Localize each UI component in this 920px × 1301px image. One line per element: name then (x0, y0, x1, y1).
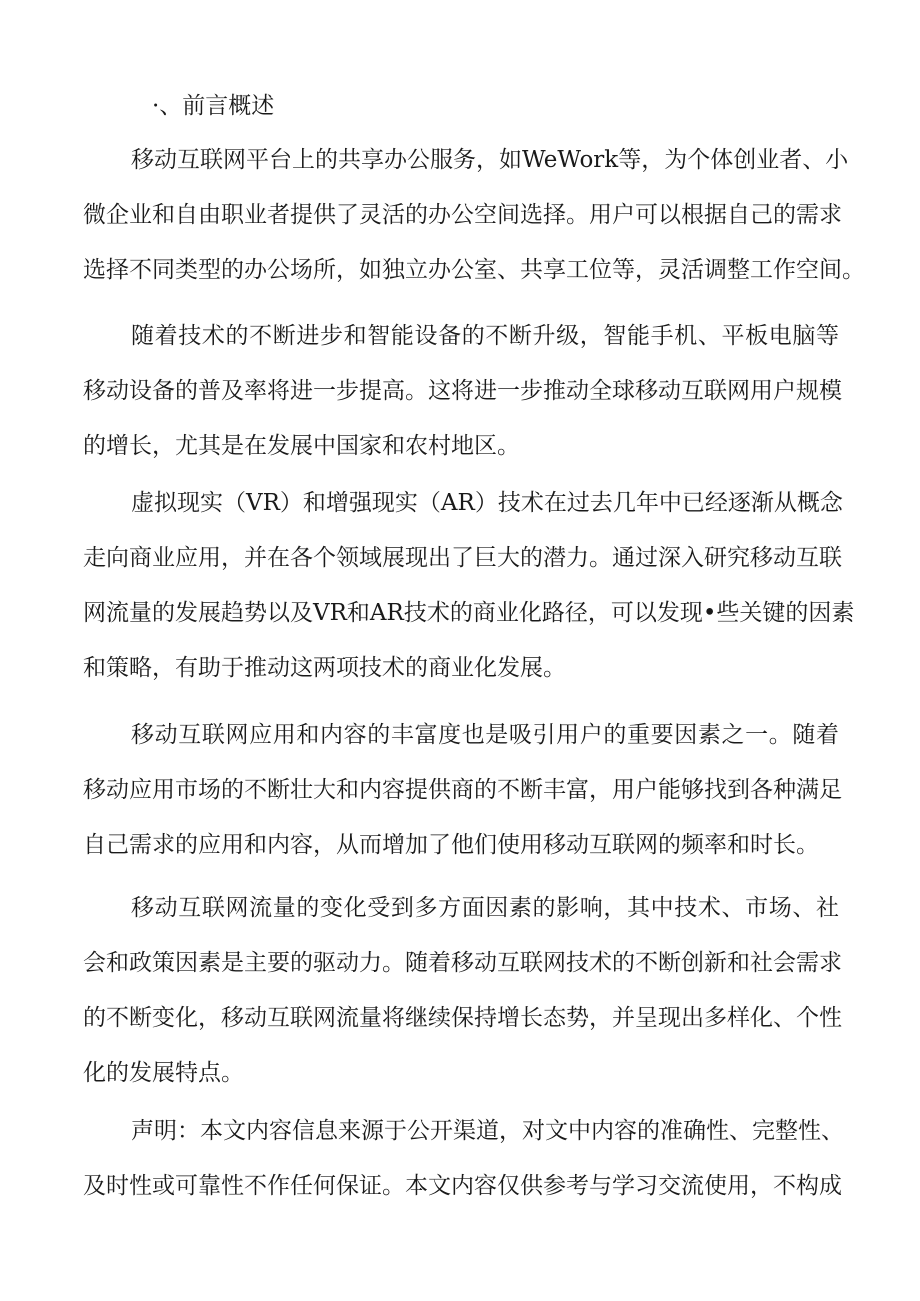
paragraph-line: 的增长，尤其是在发展中国家和农村地区。 (83, 433, 520, 459)
section-heading: ·、前言概述 (152, 93, 275, 119)
paragraph-disclaimer (83, 1104, 844, 1214)
paragraph-line: 虚拟现实（VR）和增强现实（AR）技术在过去几年中已经逐渐从概念 (131, 490, 843, 516)
paragraph-line: 移动互联网应用和内容的丰富度也是吸引用户的重要因素之一。随着 (131, 722, 839, 748)
paragraph-line: 声明：本文内容信息来源于公开渠道，对文中内容的准确性、完整性、 (131, 1118, 844, 1144)
paragraph-line: 选择不同类型的办公场所，如独立办公室、共享工位等，灵活调整工作空间。 (83, 257, 865, 283)
paragraph-content-richness (83, 708, 842, 873)
paragraph-device-adoption (83, 309, 842, 474)
paragraph-line: 化的发展特点。 (83, 1060, 244, 1086)
paragraph-vr-ar (83, 476, 855, 696)
paragraph-line: 随着技术的不断进步和智能设备的不断升级，智能手机、平板电脑等 (131, 323, 839, 349)
paragraph-line: 移动互联网流量的变化受到多方面因素的影响，其中技术、市场、社 (131, 895, 839, 921)
paragraph-line: 会和政策因素是主要的驱动力。随着移动互联网技术的不断创新和社会需求 (83, 950, 842, 976)
paragraph-line: 及时性或可靠性不作任何保证。本文内容仅供参考与学习交流使用，不构成 (83, 1173, 842, 1199)
paragraph-line: 微企业和自由职业者提供了灵活的办公空间选择。用户可以根据自己的需求 (83, 202, 842, 228)
paragraph-line: 移动应用市场的不断壮大和内容提供商的不断丰富，用户能够找到各种满足 (83, 777, 842, 803)
paragraph-line: 的不断变化，移动互联网流量将继续保持增长态势，并呈现出多样化、个性 (83, 1005, 842, 1031)
paragraph-shared-office (83, 133, 865, 298)
paragraph-line: 走向商业应用，并在各个领域展现出了巨大的潜力。通过深入研究移动互联 (83, 545, 842, 571)
paragraph-traffic-drivers (83, 881, 842, 1101)
paragraph-line: 自己需求的应用和内容，从而增加了他们使用移动互联网的频率和时长。 (83, 832, 819, 858)
paragraph-line: 移动设备的普及率将进一步提高。这将进一步推动全球移动互联网用户规模 (83, 378, 842, 404)
paragraph-line: 和策略，有助于推动这两项技术的商业化发展。 (83, 655, 566, 681)
paragraph-line: 网流量的发展趋势以及VR和AR技术的商业化路径，可以发现•些关键的因素 (83, 600, 855, 626)
paragraph-line: 移动互联网平台上的共享办公服务，如WeWork等，为个体创业者、小 (131, 147, 849, 173)
